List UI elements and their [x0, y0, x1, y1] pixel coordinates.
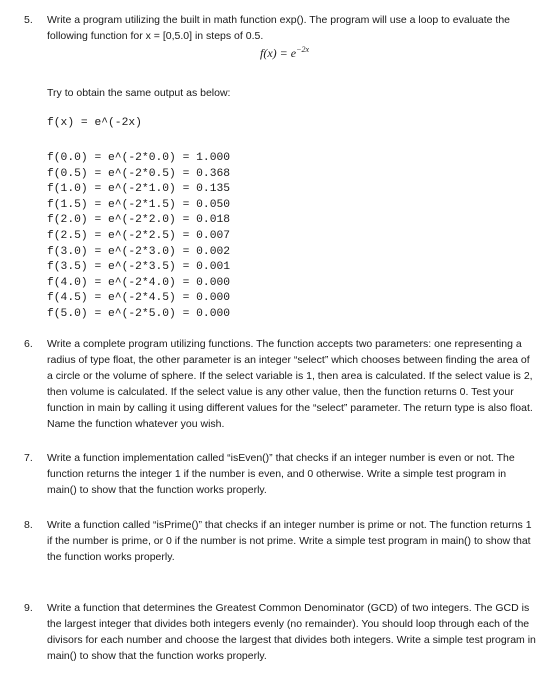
output-block [47, 151, 230, 323]
question-8 [24, 517, 536, 565]
formula-base: f(x) = e [260, 46, 297, 60]
question-number: 6. [24, 338, 33, 350]
output-line: f(1.0) = e^(-2*1.0) = 0.135 [47, 183, 231, 196]
output-header-line: f(x) = e^(-2x) [47, 117, 142, 129]
output-line: f(3.5) = e^(-2*3.5) = 0.001 [47, 261, 231, 274]
question-number: 7. [24, 452, 33, 464]
question-text: Write a function implementation called “isEven()” that checks if an integer number is even or not. The function returns the integer 1 if the number is even, and 0 otherwise. Write a simple test program in main() to show that the function works properly. [47, 452, 515, 496]
question-number: 8. [24, 519, 33, 531]
output-line: f(1.5) = e^(-2*1.5) = 0.050 [47, 198, 231, 211]
output-line: f(4.5) = e^(-2*4.5) = 0.000 [47, 292, 231, 305]
output-line: f(0.0) = e^(-2*0.0) = 1.000 [47, 152, 231, 164]
question-number: 9. [24, 602, 33, 614]
question-text: Write a function called “isPrime()” that checks if an integer number is prime or not. The function returns 1 if the number is prime, or 0 if the number is not prime. Write a simple test program in main() to show that the function works properly. [47, 519, 532, 563]
output-line: f(0.5) = e^(-2*0.5) = 0.368 [47, 167, 231, 180]
output-line: f(3.0) = e^(-2*3.0) = 0.002 [47, 245, 231, 258]
output-line: f(4.0) = e^(-2*4.0) = 0.000 [47, 276, 231, 289]
question-text: Write a program utilizing the built in math function exp(). The program will use a loop to evaluate the following function for x = [0,5.0] in steps of 0.5. [47, 14, 511, 42]
question-number: 5. [24, 14, 33, 26]
question-6 [24, 336, 536, 432]
formula [260, 45, 309, 61]
question-5 [24, 12, 536, 44]
output-line: f(2.0) = e^(-2*2.0) = 0.018 [47, 214, 231, 227]
output-line: f(2.5) = e^(-2*2.5) = 0.007 [47, 229, 231, 242]
output-line: f(5.0) = e^(-2*5.0) = 0.000 [47, 307, 231, 320]
question-text: Write a function that determines the Greatest Common Denominator (GCD) of two integers. The GCD is the largest integer that divides both integers evenly (no remainder). You should loop through each of the divisors for each number and choose the largest that divides both integers. Write a simple test program in main() to show that the function works properly. [47, 602, 536, 662]
question-text: Write a complete program utilizing functions. The function accepts two parameters: one representing a radius of type float, the other parameter is an integer “select” which chooses between finding the area of a circle or the volume of sphere. If the select variable is 1, then area is calculated. If the select value is 2, then volume is calculated. If the select value is any other value, then the function returns 0. Test your function in main by calling it using different values for the “select” parameter. The return type is also float. Name the function whatever you wish. [47, 338, 533, 430]
instruction-text: Try to obtain the same output as below: [47, 87, 231, 99]
question-9 [24, 600, 536, 664]
question-7 [24, 450, 536, 498]
formula-exponent: −2x [296, 45, 310, 54]
